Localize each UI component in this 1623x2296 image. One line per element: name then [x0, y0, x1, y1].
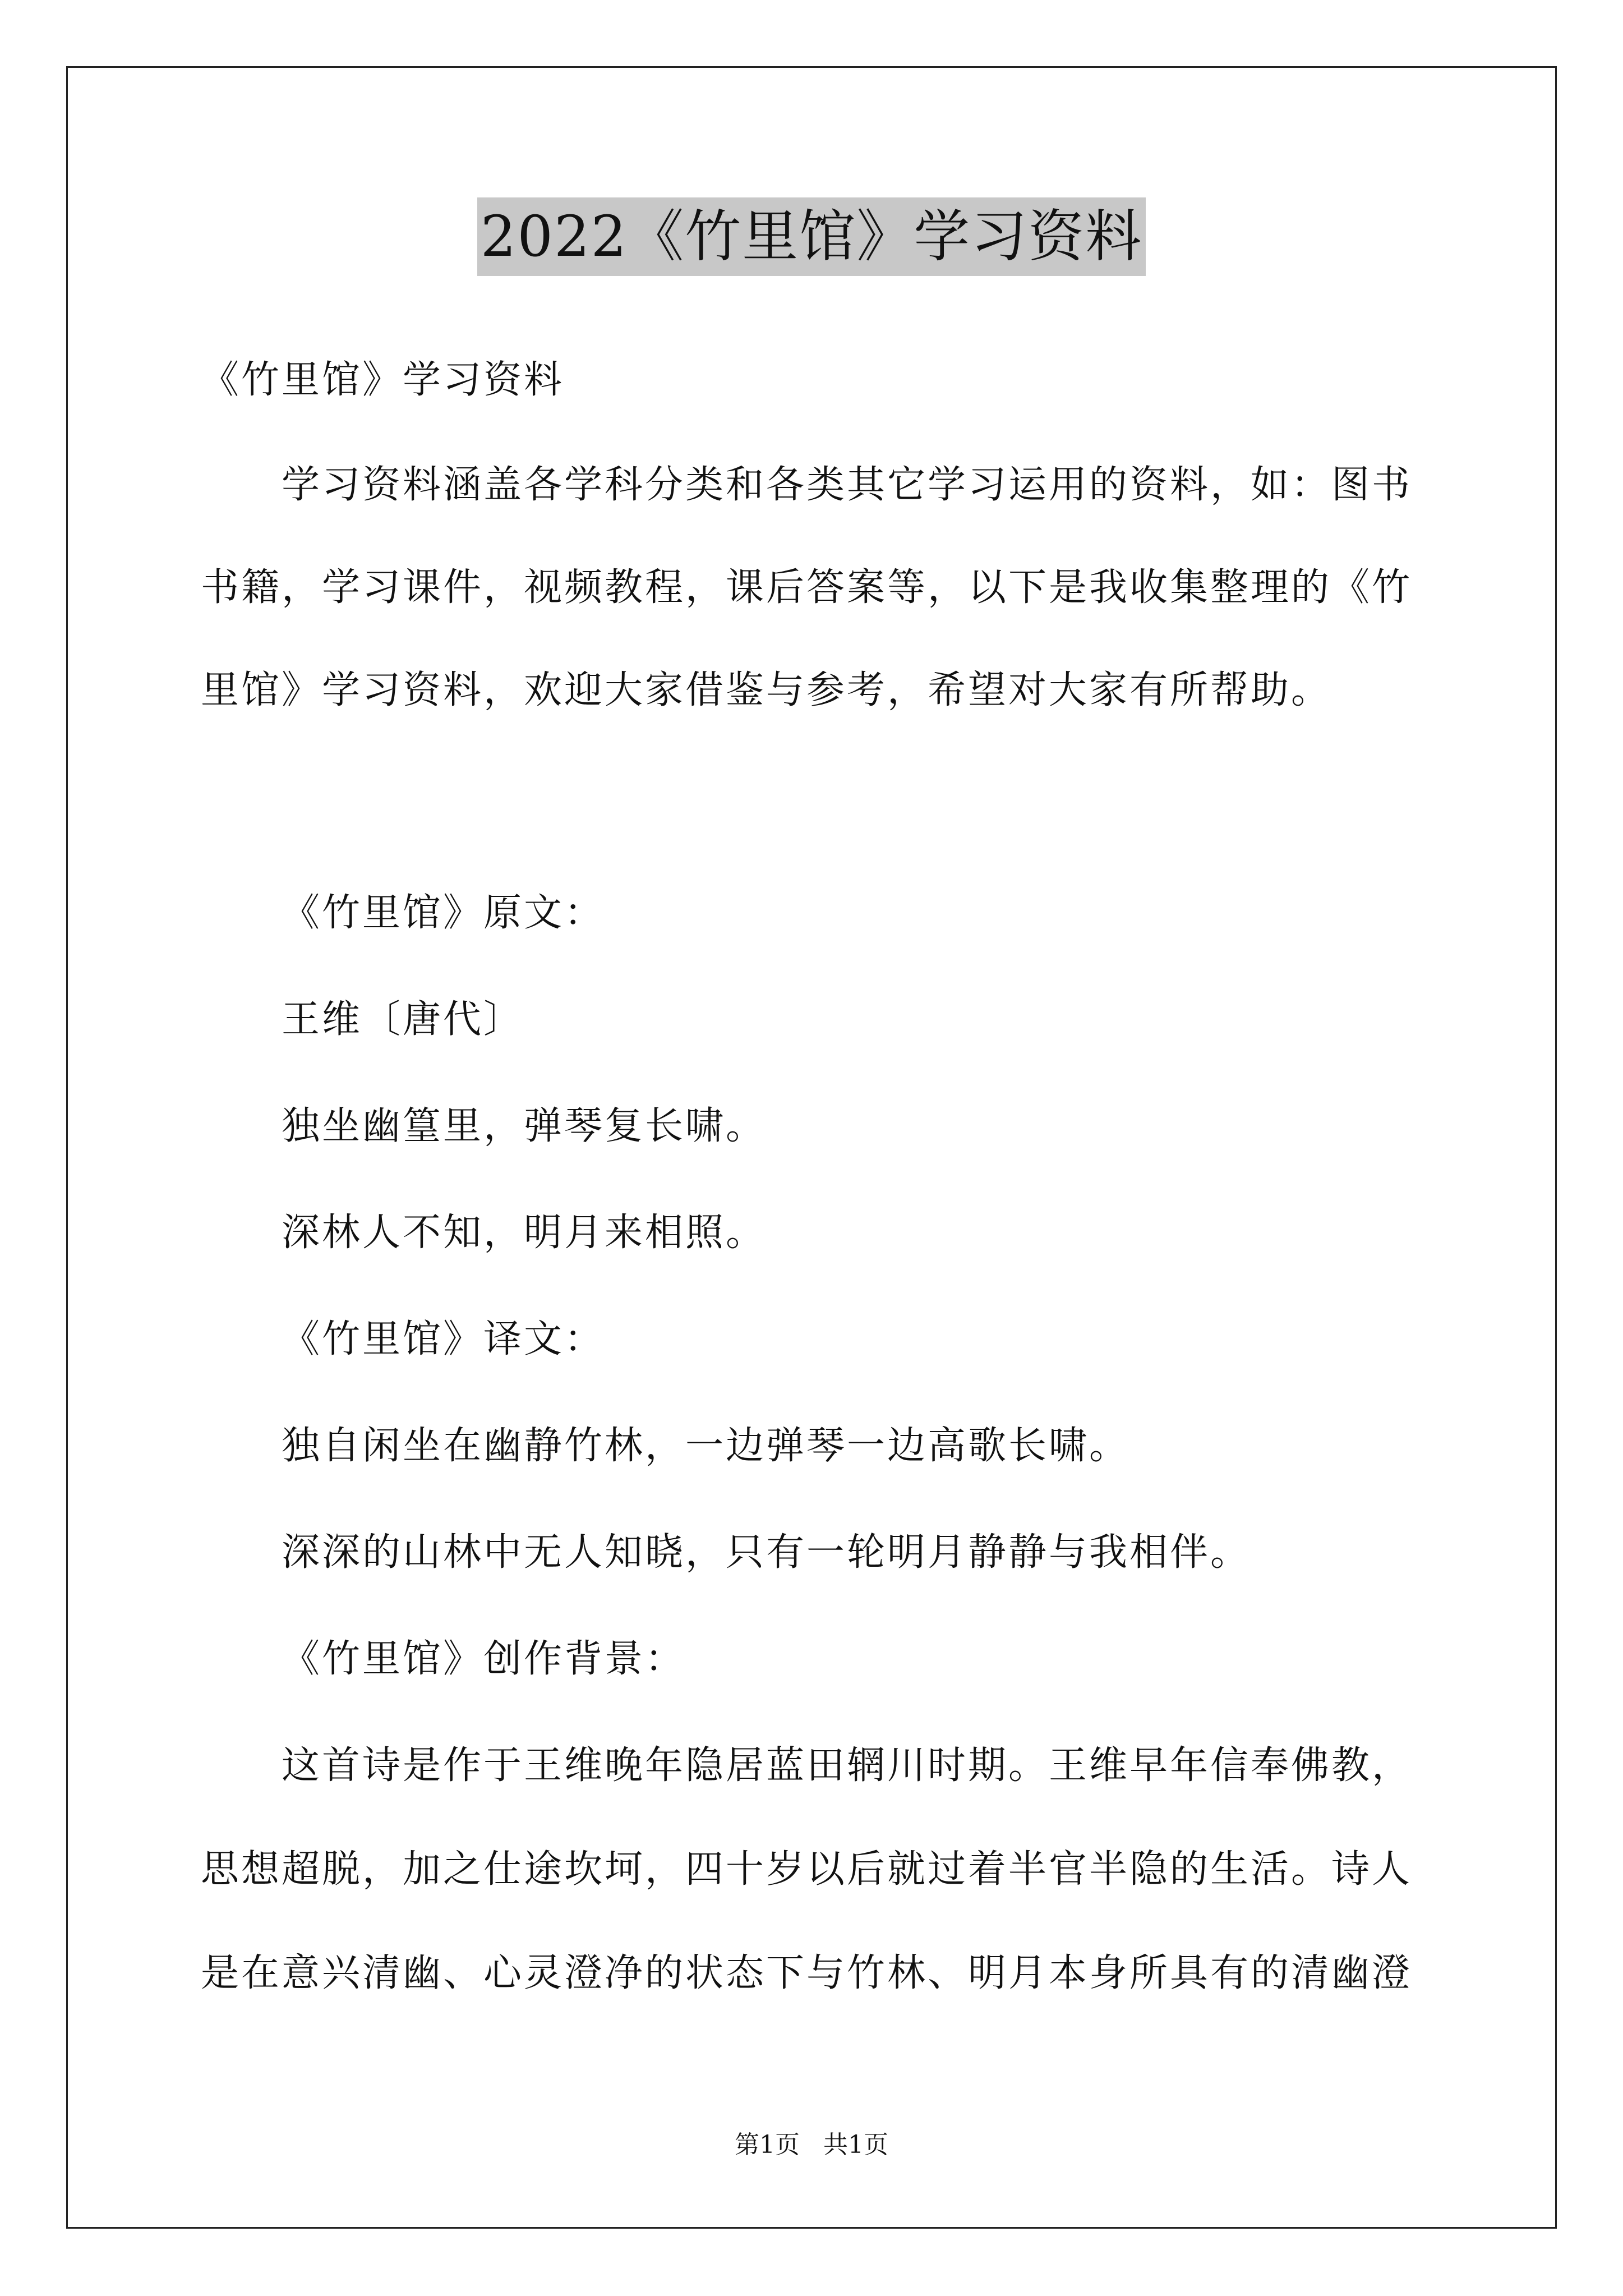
background-line-2: 思想超脱，加之仕途坎坷，四十岁以后就过着半官半隐的生活。诗人 [201, 1847, 1413, 1892]
page-number: 第1页 [735, 2131, 800, 2159]
background-line-3: 是在意兴清幽、心灵澄净的状态下与竹林、明月本身所具有的清幽澄 [201, 1951, 1413, 1995]
poem-line-1: 独坐幽篁里，弹琴复长啸。 [282, 1104, 767, 1148]
translation-line-1: 独自闲坐在幽静竹林，一边弹琴一边高歌长啸。 [282, 1424, 1130, 1468]
translation-line-2: 深深的山林中无人知晓，只有一轮明月静静与我相伴。 [282, 1530, 1251, 1575]
poem-author: 王维〔唐代〕 [282, 997, 524, 1042]
document-subtitle: 《竹里馆》学习资料 [201, 358, 565, 402]
intro-line-1: 学习资料涵盖各学科分类和各类其它学习运用的资料，如：图书 [282, 463, 1413, 507]
page-footer [0, 2128, 1623, 2162]
document-title-block [0, 197, 1623, 276]
intro-line-3: 里馆》学习资料，欢迎大家借鉴与参考，希望对大家有所帮助。 [201, 668, 1332, 712]
intro-line-2: 书籍，学习课件，视频教程，课后答案等，以下是我收集整理的《竹 [201, 565, 1413, 610]
document-title: 2022《竹里馆》学习资料 [477, 197, 1146, 276]
poem-line-2: 深林人不知，明月来相照。 [282, 1211, 767, 1255]
translation-heading: 《竹里馆》译文： [282, 1317, 605, 1361]
background-heading: 《竹里馆》创作背景： [282, 1637, 686, 1681]
original-heading: 《竹里馆》原文： [282, 891, 605, 935]
background-line-1: 这首诗是作于王维晚年隐居蓝田辋川时期。王维早年信奉佛教， [282, 1743, 1413, 1788]
page-total: 共1页 [823, 2131, 888, 2159]
